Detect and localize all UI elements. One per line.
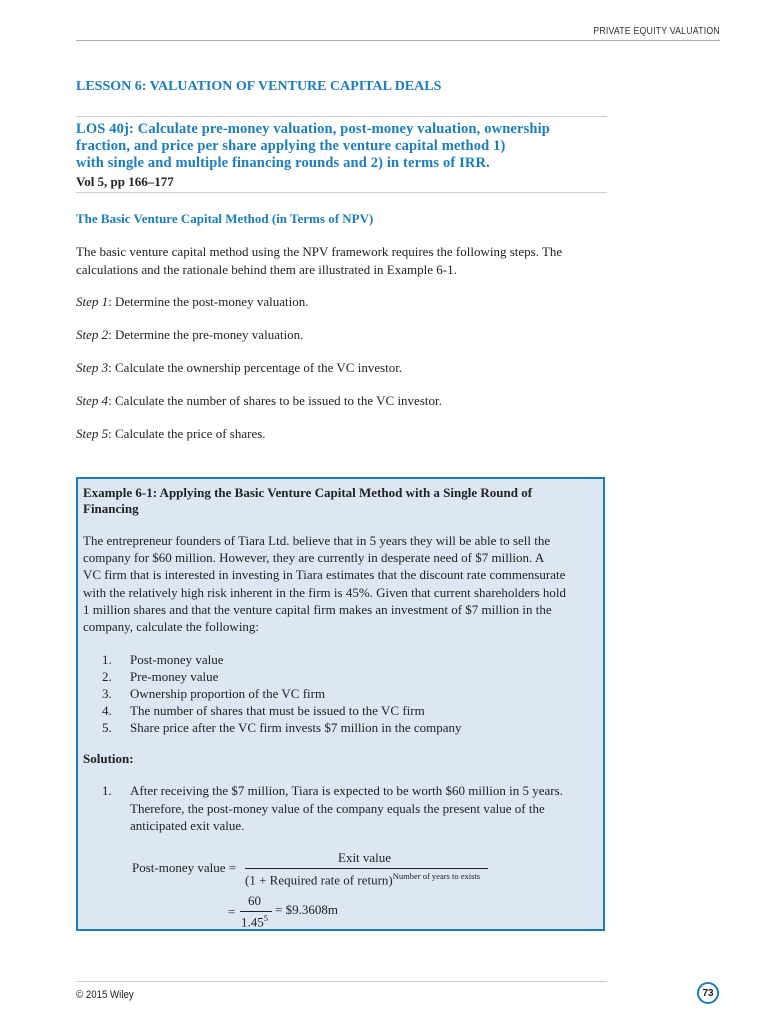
footer-rule <box>76 981 607 982</box>
list-number: 1. <box>102 652 112 667</box>
step-text: : Calculate the price of shares. <box>108 426 266 441</box>
running-header: PRIVATE EQUITY VALUATION <box>593 26 720 37</box>
formula-lhs: Post-money value = <box>132 860 237 875</box>
los-title-line: with single and multiple financing rounds and 2) in terms of IRR. <box>76 155 490 171</box>
formula-numerator: Exit value <box>338 850 392 865</box>
solution-line: Therefore, the post-money value of the company equals the present value of the <box>130 800 545 816</box>
divider <box>76 116 607 117</box>
denominator-exponent: Number of years to exists <box>392 871 481 881</box>
intro-paragraph <box>76 243 607 278</box>
formula-equals: = <box>228 904 236 919</box>
list-text: The number of shares that must be issued to the VC firm <box>130 703 425 718</box>
example-line: company for $60 million. However, they are currently in desperate need of $7 million. A <box>83 550 545 566</box>
solution-text <box>130 782 585 835</box>
step-label: Step 4 <box>76 393 109 408</box>
step-label: Step 1 <box>76 294 109 309</box>
solution-number: 1. <box>102 783 112 798</box>
step-text: : Determine the post-money valuation. <box>108 294 309 309</box>
section-heading: The Basic Venture Capital Method (in Terms of NPV) <box>76 211 374 226</box>
step-label: Step 3 <box>76 360 109 375</box>
los-title-line: LOS 40j: Calculate pre-money valuation, post-money valuation, ownership <box>76 121 550 137</box>
list-text: Pre-money value <box>130 669 219 684</box>
los-title-line: fraction, and price per share applying the venture capital method 1) <box>76 138 506 154</box>
formula-result: = $9.3608m <box>275 902 338 917</box>
step-5 <box>76 426 266 442</box>
step-2 <box>76 327 303 343</box>
solution-label: Solution: <box>83 751 134 766</box>
list-item <box>102 685 462 702</box>
example-box <box>76 477 605 931</box>
example-title-line: Financing <box>83 501 139 516</box>
denominator-exponent: 5 <box>263 913 268 923</box>
step-label: Step 5 <box>76 426 109 441</box>
list-item <box>102 702 462 719</box>
copyright: © 2015 Wiley <box>76 989 134 1001</box>
step-text: : Determine the pre-money valuation. <box>108 327 304 342</box>
list-number: 3. <box>102 686 112 701</box>
list-number: 5. <box>102 720 112 735</box>
solution-line: After receiving the $7 million, Tiara is expected to be worth $60 million in 5 years. <box>130 783 563 798</box>
formula-denominator <box>245 871 480 888</box>
volume-reference: Vol 5, pp 166–177 <box>76 174 174 189</box>
denominator-base: 1.45 <box>241 914 264 930</box>
list-number: 2. <box>102 669 112 684</box>
step-text: : Calculate the ownership percentage of the VC investor. <box>108 360 403 375</box>
formula2-numerator: 60 <box>248 893 261 908</box>
list-number: 4. <box>102 703 112 718</box>
list-text: Post-money value <box>130 652 224 667</box>
example-line: The entrepreneur founders of Tiara Ltd. believe that in 5 years they will be able to sell the <box>83 533 551 548</box>
list-item <box>102 651 462 668</box>
fraction-bar <box>245 868 488 869</box>
solution-line: anticipated exit value. <box>130 818 245 833</box>
step-4 <box>76 393 442 409</box>
list-text: Share price after the VC firm invests $7 million in the company <box>130 720 462 735</box>
step-1 <box>76 294 309 310</box>
example-title <box>83 485 583 517</box>
step-text: : Calculate the number of shares to be issued to the VC investor. <box>108 393 442 408</box>
question-list <box>102 651 462 736</box>
example-line: company, calculate the following: <box>83 619 260 635</box>
denominator-base: (1 + Required rate of return) <box>245 872 393 888</box>
intro-line: calculations and the rationale behind them are illustrated in Example 6-1. <box>76 261 457 277</box>
list-item <box>102 668 462 685</box>
los-block <box>76 121 616 190</box>
fraction-bar <box>240 911 272 912</box>
los-title <box>76 121 616 172</box>
example-line: with the relatively high risk inherent in the firm is 45%. Given that current shareholders hold <box>83 584 567 600</box>
header-rule <box>76 40 720 41</box>
lesson-title: LESSON 6: VALUATION OF VENTURE CAPITAL DEALS <box>76 79 442 94</box>
list-item <box>102 719 462 736</box>
example-title-line: Example 6-1: Applying the Basic Venture Capital Method with a Single Round of <box>83 485 533 500</box>
intro-line: The basic venture capital method using the NPV framework requires the following steps. The <box>76 244 563 259</box>
step-3 <box>76 360 402 376</box>
formula2-denominator <box>241 913 268 930</box>
step-label: Step 2 <box>76 327 109 342</box>
page-number-badge: 73 <box>697 982 719 1004</box>
list-text: Ownership proportion of the VC firm <box>130 686 326 701</box>
divider <box>76 192 607 193</box>
example-line: 1 million shares and that the venture capital firm makes an investment of $7 million in the <box>83 601 552 617</box>
example-paragraph <box>83 532 593 635</box>
example-line: VC firm that is interested in investing in Tiara estimates that the discount rate commensurate <box>83 567 566 583</box>
